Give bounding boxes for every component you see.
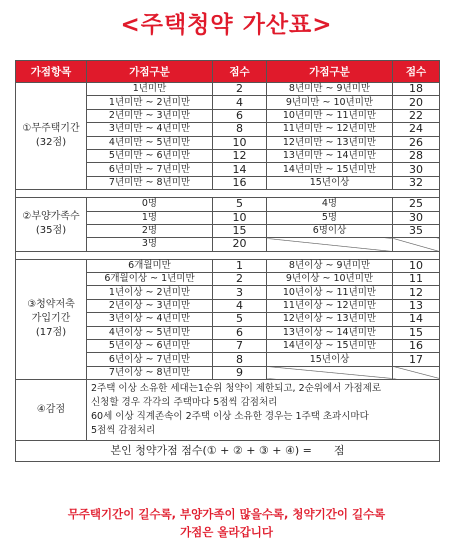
section-spacer bbox=[16, 190, 440, 198]
range-cell: 9년미만 ~ 10년미만 bbox=[267, 96, 393, 109]
score-cell: 5 bbox=[213, 313, 267, 326]
range-cell: 1년미만 ~ 2년미만 bbox=[87, 96, 213, 109]
table-row bbox=[16, 259, 440, 272]
category-cell bbox=[16, 198, 87, 252]
category-label: (32점) bbox=[35, 137, 67, 149]
category-cell: ④감점 bbox=[16, 380, 87, 441]
range-cell: 6개월미만 bbox=[87, 259, 213, 272]
page-title: <주택청약 가산표> bbox=[120, 12, 333, 38]
range-cell bbox=[267, 366, 393, 379]
range-cell: 8년이상 ~ 9년미만 bbox=[267, 259, 393, 272]
footer-line: 가점은 올라갑니다 bbox=[180, 525, 273, 539]
table-row bbox=[16, 198, 440, 211]
score-cell: 24 bbox=[393, 123, 440, 136]
range-cell: 12년이상 ~ 13년미만 bbox=[267, 313, 393, 326]
footer-note bbox=[0, 505, 453, 541]
range-cell: 1명 bbox=[87, 211, 213, 224]
score-cell: 12 bbox=[213, 149, 267, 162]
category-cell bbox=[16, 83, 87, 190]
range-cell: 2년이상 ~ 3년미만 bbox=[87, 299, 213, 312]
score-cell: 16 bbox=[213, 176, 267, 189]
header-category: 가점항목 bbox=[16, 61, 87, 83]
score-cell: 10 bbox=[213, 211, 267, 224]
category-label: 가입기간 bbox=[31, 313, 71, 325]
category-label: ②부양가족수 bbox=[22, 211, 80, 223]
header-score-right: 점수 bbox=[393, 61, 440, 83]
range-cell: 14년미만 ~ 15년미만 bbox=[267, 163, 393, 176]
range-cell: 1년이상 ~ 2년미만 bbox=[87, 286, 213, 299]
range-cell: 10년미만 ~ 11년미만 bbox=[267, 109, 393, 122]
range-cell: 11년미만 ~ 12년미만 bbox=[267, 123, 393, 136]
category-label: (35점) bbox=[35, 225, 67, 237]
score-cell: 28 bbox=[393, 149, 440, 162]
range-cell: 11년이상 ~ 12년미만 bbox=[267, 299, 393, 312]
spacer-cell bbox=[16, 190, 440, 198]
range-cell: 0명 bbox=[87, 198, 213, 211]
range-cell: 4년미만 ~ 5년미만 bbox=[87, 136, 213, 149]
deduction-line: 신청할 경우 각각의 주택마다 5점씩 감점처리 bbox=[91, 397, 278, 409]
range-cell: 12년미만 ~ 13년미만 bbox=[267, 136, 393, 149]
range-cell: 15년이상 bbox=[267, 353, 393, 366]
score-cell: 30 bbox=[393, 211, 440, 224]
score-cell: 30 bbox=[393, 163, 440, 176]
score-cell: 2 bbox=[213, 83, 267, 96]
score-cell: 2 bbox=[213, 273, 267, 286]
range-cell: 6명이상 bbox=[267, 224, 393, 237]
range-cell: 14년이상 ~ 15년미만 bbox=[267, 340, 393, 353]
table-row bbox=[16, 83, 440, 96]
range-cell: 6개월이상 ~ 1년미만 bbox=[87, 273, 213, 286]
range-cell: 9년이상 ~ 10년미만 bbox=[267, 273, 393, 286]
score-cell: 8 bbox=[213, 123, 267, 136]
range-cell: 3명 bbox=[87, 238, 213, 251]
spacer-cell bbox=[16, 251, 440, 259]
score-cell: 1 bbox=[213, 259, 267, 272]
score-cell bbox=[393, 366, 440, 379]
header-range-right: 가점구분 bbox=[267, 61, 393, 83]
score-cell: 14 bbox=[213, 163, 267, 176]
range-cell: 13년미만 ~ 14년미만 bbox=[267, 149, 393, 162]
deduction-row bbox=[16, 380, 440, 441]
score-cell: 14 bbox=[393, 313, 440, 326]
category-label: ③청약저축 bbox=[27, 299, 75, 311]
range-cell: 3년미만 ~ 4년미만 bbox=[87, 123, 213, 136]
score-cell bbox=[393, 238, 440, 251]
category-cell bbox=[16, 259, 87, 380]
score-cell: 20 bbox=[213, 238, 267, 251]
score-cell: 25 bbox=[393, 198, 440, 211]
deduction-line: 5점씩 감점처리 bbox=[91, 425, 156, 437]
range-cell: 6년미만 ~ 7년미만 bbox=[87, 163, 213, 176]
deduction-line: 2주택 이상 소유한 세대는1순위 청약이 제한되고, 2순위에서 가점제로 bbox=[91, 383, 382, 395]
section-spacer bbox=[16, 251, 440, 259]
range-cell: 4년이상 ~ 5년미만 bbox=[87, 326, 213, 339]
header-row bbox=[16, 61, 440, 83]
deduction-note bbox=[87, 380, 440, 441]
score-cell: 4 bbox=[213, 299, 267, 312]
range-cell: 5년이상 ~ 6년미만 bbox=[87, 340, 213, 353]
score-cell: 20 bbox=[393, 96, 440, 109]
range-cell: 15년이상 bbox=[267, 176, 393, 189]
score-cell: 13 bbox=[393, 299, 440, 312]
score-cell: 6 bbox=[213, 326, 267, 339]
score-cell: 35 bbox=[393, 224, 440, 237]
score-cell: 15 bbox=[213, 224, 267, 237]
range-cell: 13년이상 ~ 14년미만 bbox=[267, 326, 393, 339]
range-cell: 2명 bbox=[87, 224, 213, 237]
total-row bbox=[16, 441, 440, 462]
range-cell: 10년이상 ~ 11년미만 bbox=[267, 286, 393, 299]
score-cell: 3 bbox=[213, 286, 267, 299]
score-cell: 12 bbox=[393, 286, 440, 299]
score-cell: 22 bbox=[393, 109, 440, 122]
range-cell: 2년미만 ~ 3년미만 bbox=[87, 109, 213, 122]
score-cell: 10 bbox=[213, 136, 267, 149]
score-cell: 7 bbox=[213, 340, 267, 353]
deduction-line: 60세 이상 직계존속이 2주택 이상 소유한 경우는 1주택 초과시마다 bbox=[91, 411, 369, 423]
score-cell: 32 bbox=[393, 176, 440, 189]
category-label: ①무주택기간 bbox=[22, 123, 80, 135]
score-cell: 11 bbox=[393, 273, 440, 286]
score-cell: 6 bbox=[213, 109, 267, 122]
score-cell: 18 bbox=[393, 83, 440, 96]
range-cell bbox=[267, 238, 393, 251]
score-cell: 10 bbox=[393, 259, 440, 272]
score-cell: 5 bbox=[213, 198, 267, 211]
score-cell: 4 bbox=[213, 96, 267, 109]
score-table bbox=[15, 60, 440, 462]
score-cell: 26 bbox=[393, 136, 440, 149]
score-cell: 9 bbox=[213, 366, 267, 379]
score-cell: 15 bbox=[393, 326, 440, 339]
range-cell: 4명 bbox=[267, 198, 393, 211]
category-label: (17점) bbox=[35, 327, 67, 339]
score-cell: 16 bbox=[393, 340, 440, 353]
range-cell: 7년미만 ~ 8년미만 bbox=[87, 176, 213, 189]
total-formula: 본인 청약가점 점수(① + ② + ③ + ④) = 점 bbox=[16, 441, 440, 462]
range-cell: 5년미만 ~ 6년미만 bbox=[87, 149, 213, 162]
range-cell: 1년미만 bbox=[87, 83, 213, 96]
range-cell: 3년이상 ~ 4년미만 bbox=[87, 313, 213, 326]
header-range-left: 가점구분 bbox=[87, 61, 213, 83]
range-cell: 5명 bbox=[267, 211, 393, 224]
range-cell: 8년미만 ~ 9년미만 bbox=[267, 83, 393, 96]
range-cell: 6년이상 ~ 7년미만 bbox=[87, 353, 213, 366]
footer-line: 무주택기간이 길수록, 부양가족이 많을수록, 청약기간이 길수록 bbox=[67, 507, 386, 521]
score-cell: 8 bbox=[213, 353, 267, 366]
range-cell: 7년이상 ~ 8년미만 bbox=[87, 366, 213, 379]
score-cell: 17 bbox=[393, 353, 440, 366]
header-score-left: 점수 bbox=[213, 61, 267, 83]
